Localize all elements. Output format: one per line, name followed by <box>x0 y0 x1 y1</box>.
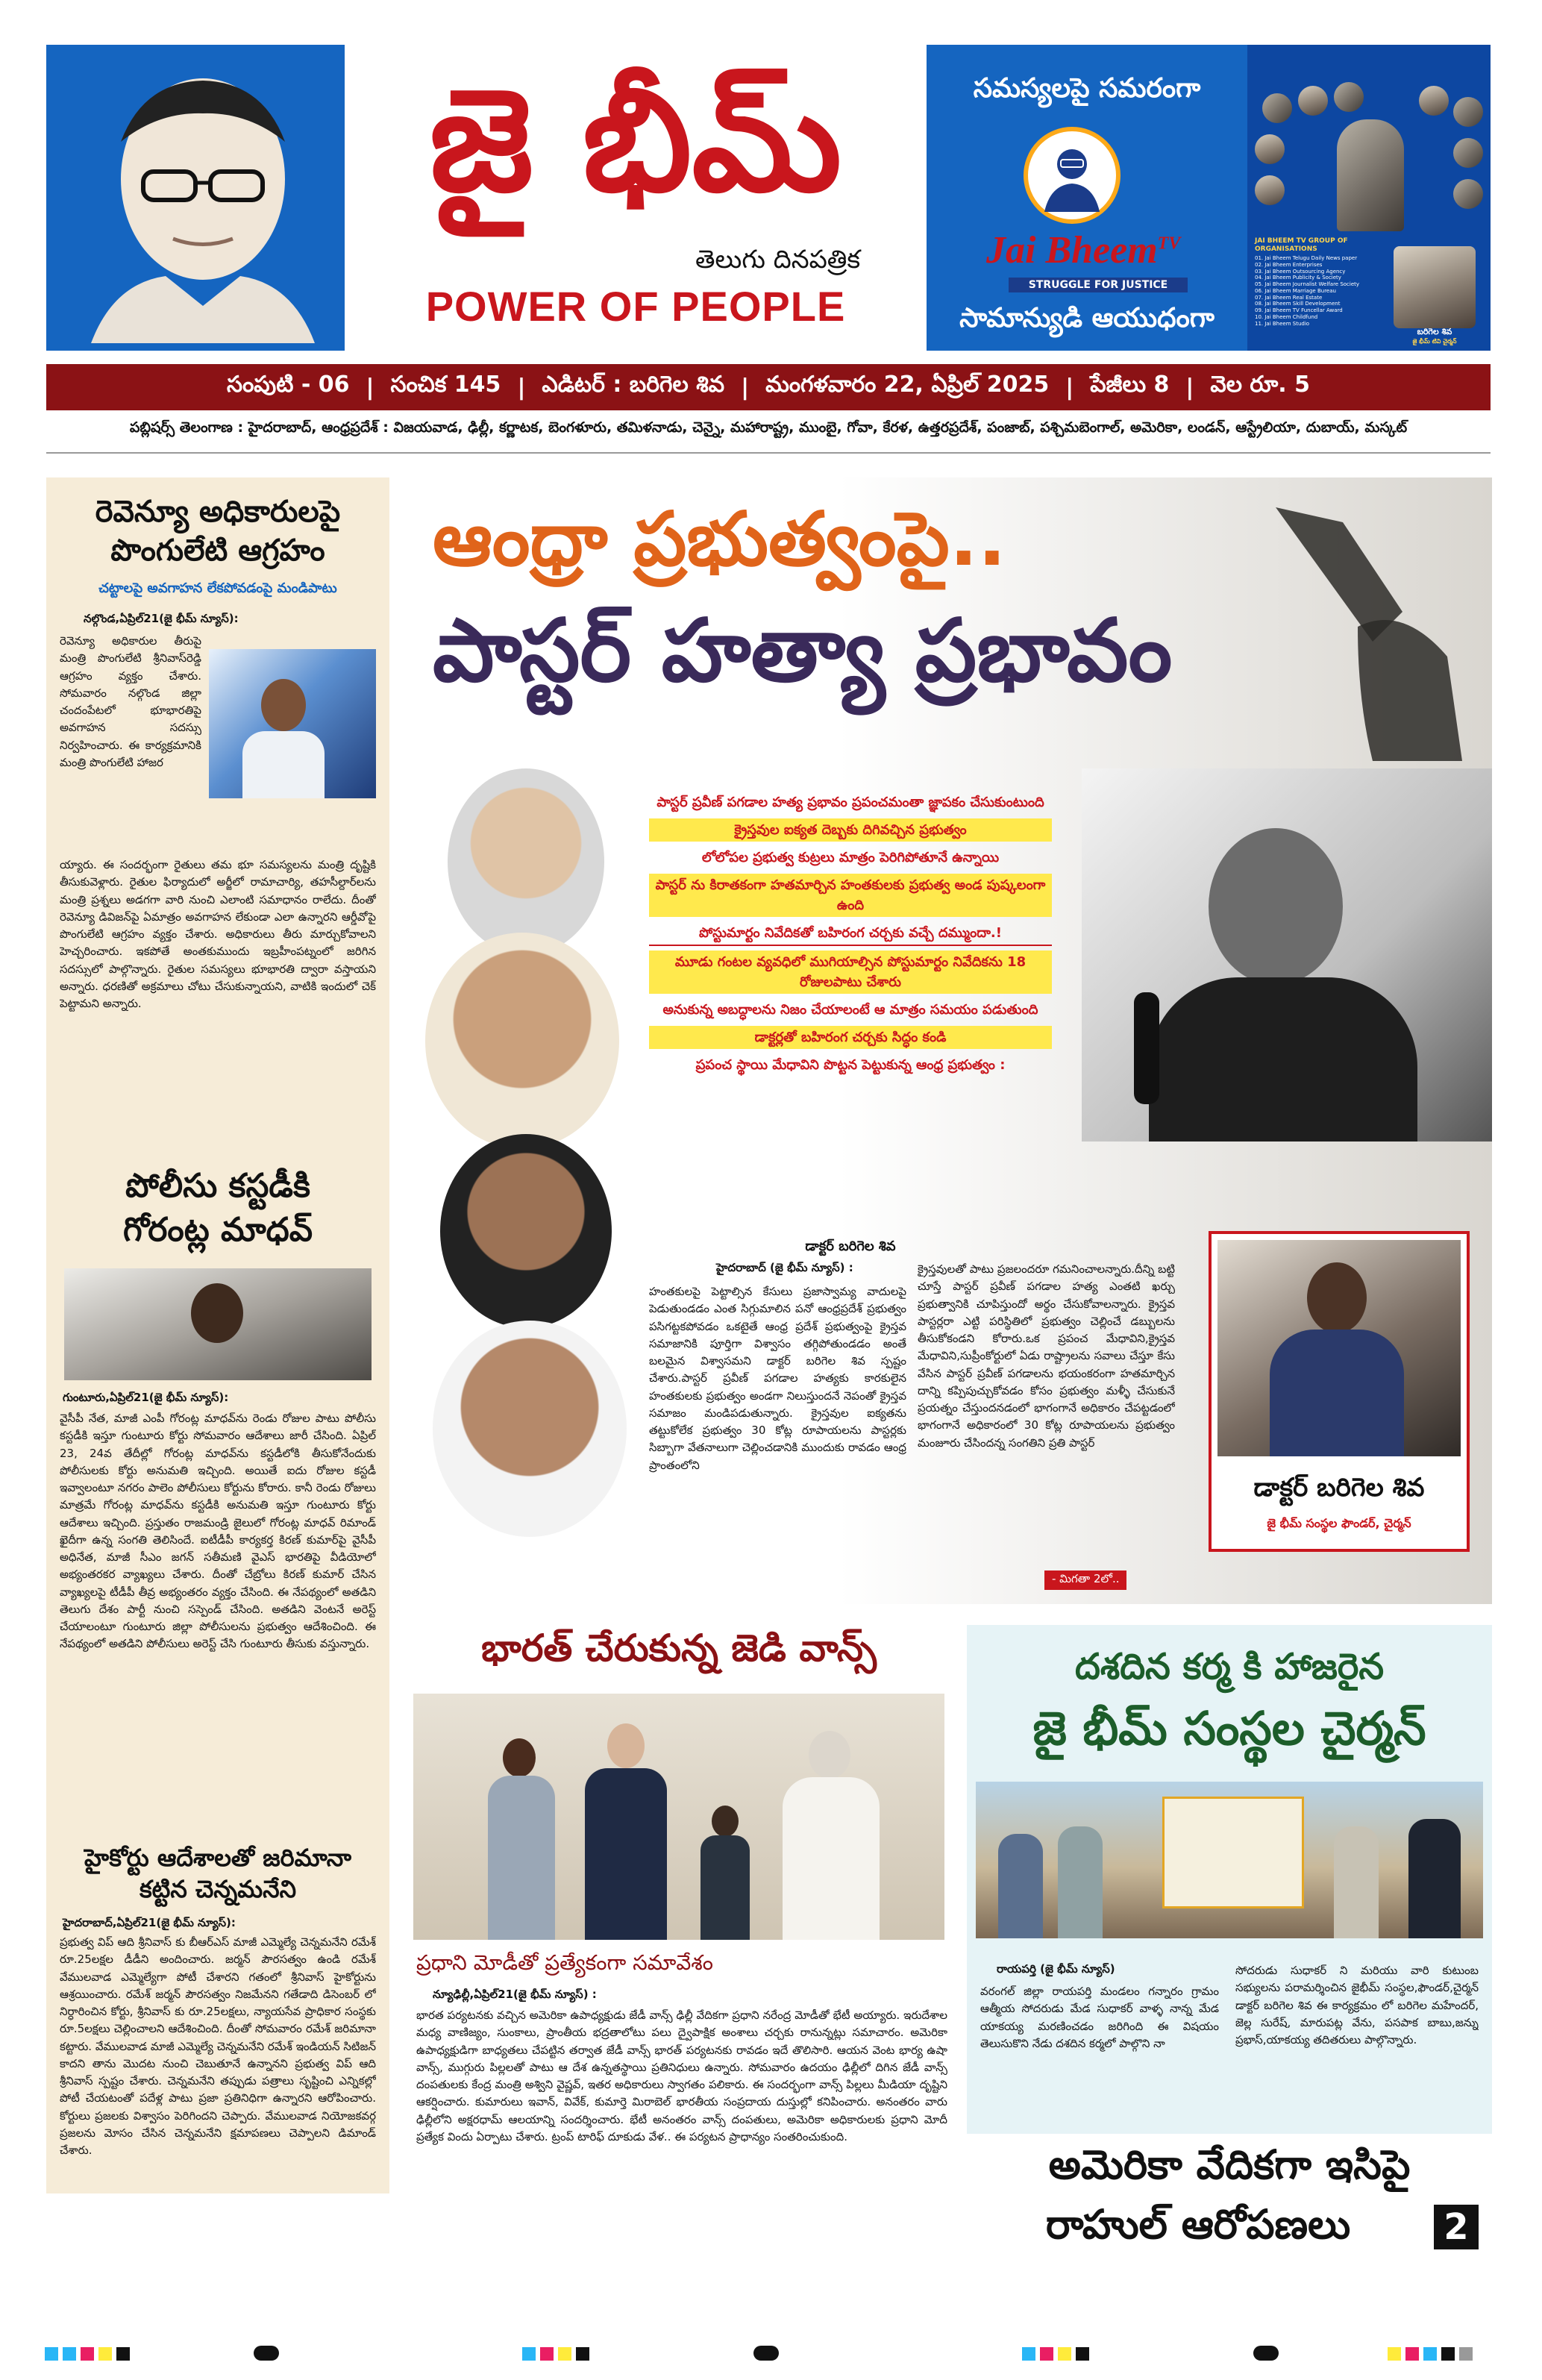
color-swatch <box>98 2347 112 2361</box>
info-item: ఎడిటర్ : బరిగెల శివ <box>542 372 725 398</box>
leader-portrait <box>1255 134 1285 164</box>
story2-dateline: గుంటూరు,ఏప్రిల్21(జై భీమ్ న్యూస్): <box>63 1391 229 1404</box>
person-usha-body <box>488 1776 555 1940</box>
pastor-head <box>1209 828 1343 985</box>
lead-col2: క్రైస్తవులతో పాటు ప్రజలందరూ గమనించాలన్నారు.దీన్ని బట్టి చూస్తే పాస్టర్ ప్రవీణ్ పగడాల హత్య ఎంతటి ఖర్చు ప్రభుత్వానికి చూపిస్తుందో అర్థం చేసుకోవాలన్నారు. క్రైస్తవ పాస్టర్లరా ఎట్టి పరిస్థితిలో ప్రభుత్వం చెల్లించే డబ్బులను తీసుకోకండని కోరారు.ఒక ప్రపంచ మేధావిని,క్రైస్తవ మేధావిని,సుప్రీంకోర్టులో ఏడు రాష్ట్రాలను సవాలు చేస్తూ కేసు వేసిన పాస్టర్ ప్రవీణ్ పగడాలను భయంకరంగా హతమార్చిన దాన్ని కప్పిపుచ్చుకోవడం కోసం ప్రభుత్వం మళ్ళీ చేసుకునే ప్రయత్నం చేస్తుందనడంలో భాగంగానే అధికారం చేపట్టడంలో భాగంగానే అధికారంలో 30 కోట్ల రూపాయలను ప్రభుత్వం మంజూరు చేసిందన్న సంగతిని ప్రతి పాస్టర్ <box>918 1262 1175 1450</box>
lead-quote: పాస్టర్ ప్రవీణ్ పగడాల హత్య ప్రభావం ప్రపంచమంతా జ్ఞాపకం చేసుకుంటుంది <box>656 795 1044 810</box>
story3-headline: హైకోర్టు ఆదేశాలతో జరిమానా కట్టిన చెన్నమనేని <box>84 1844 352 1903</box>
vance-story <box>403 1619 955 2201</box>
person-usha-head <box>503 1738 536 1777</box>
continued-marker: - మిగతా 2లో.. <box>1044 1571 1126 1590</box>
color-swatch <box>1388 2347 1401 2361</box>
lead-attribution: డాక్టర్ బరిగెల శివ <box>805 1238 896 1254</box>
rule <box>46 452 1491 454</box>
lead-quote: పోస్టుమార్టం నివేదికతో బహిరంగ చర్చకు వచ్చే దమ్ముందా.! <box>649 921 1052 946</box>
vance-headline: భారత్ చేరుకున్న జెడి వాన్స్ <box>481 1626 877 1670</box>
chairman-photo <box>1217 1240 1461 1456</box>
gorantla-photo <box>64 1268 372 1380</box>
leader-portrait <box>1262 93 1292 123</box>
profile-title: జై భీమ్ సంస్థల ఫౌండర్, చైర్మన్ <box>1267 1516 1411 1530</box>
group-collage <box>1247 45 1491 351</box>
chairman-caption: బరిగెల శివ <box>1417 327 1452 336</box>
speaker-head <box>261 679 306 731</box>
person <box>1408 1819 1461 1938</box>
story3-dateline: హైదరాబాద్,ఏప్రిల్21(జై భీమ్ న్యూస్): <box>63 1916 236 1929</box>
group-item: 09. Jai Bheem TV Funcellar Award <box>1255 307 1343 313</box>
ambedkar-small-portrait <box>1337 119 1404 231</box>
info-item: పేజీలు 8 <box>1090 372 1170 398</box>
color-swatch <box>1441 2347 1455 2361</box>
leader-portrait <box>1419 86 1449 116</box>
color-swatch <box>576 2347 589 2361</box>
chairman-body <box>1270 1330 1404 1456</box>
info-item: వెల రూ. 5 <box>1210 372 1310 398</box>
profile-name: డాక్టర్ బరిగెల శివ <box>1253 1473 1425 1503</box>
color-swatch <box>1022 2347 1035 2361</box>
slogan-top: సమస్యలపై సమరంగా <box>973 73 1201 104</box>
group-item: 07. Jai Bheem Real Estate <box>1255 294 1323 301</box>
lead-quote: మూడు గంటల వ్యవధిలో ముగియాల్సిన పోస్టుమార్టం నివేదికను 18 రోజులపాటు చేశారు <box>649 951 1052 994</box>
lead-col1: హంతకులపై పెట్టాల్సిన కేసులు ప్రజాస్వామ్య వాదులపై పెడుతుండడం ఎంత సిగ్గుమాలిన పనో ఆంధ్రప్రదేశ్ ప్రభుత్వం పసిగట్టకపోవడం ఒకటైతే ఆంధ్ర ప్రదేశ్ ప్రభుత్వంపై క్రైస్తవ సమాజానికి పూర్తిగా విశ్వాసం తగ్గిపోతుండడం అంతే బలమైన విశ్వాసమని డాక్టర్ బరిగెల శివ స్పష్టం చేశారు.పాస్టర్ ప్రవీణ్ పగడాల హత్యకు కారకులైన హంతకులకు ప్రభుత్వం అండగా నిలుస్తుందనే నెపంతో క్రైస్తవ సమాజం మండిపడుతున్నారు. క్రైస్తవుల ఐక్యతను తట్టుకోలేక ప్రభుత్వం 30 కోట్ల రూపాయలను పాస్టర్లకు సిబ్బాగా వేతనాలుగా చెల్లించడానికి ముందుకు రావడం ఆంధ్ర ప్రాంతంలోని <box>649 1285 906 1472</box>
story3-body: ప్రభుత్వ విప్ ఆది శ్రీనివాస్ కు బీఆర్ఎస్ మాజీ ఎమ్మెల్యే చెన్నమనేని రమేశ్ రూ.25లక్షల డీడీని అందించారు. జర్మన్ పౌరసత్వం ఉండి రమేశ్ వేములవాడ ఎమ్మెల్యేగా పోటీ చేశారని గతంలో శ్రీనివాస్ హైకోర్టును ఆశ్రయించారు. రమేశ్ జర్మన్ పౌరసత్వం నిజమేనని గతేడాది డిసెంబర్ లో నిర్ధారించిన కోర్టు, శ్రీనివాస్ కు రూ.25లక్షలు, న్యాయసేవ ప్రాధికార సంస్థకు రూ.5లక్షలు చెల్లించాలని ఆదేశించింది. దీంతో సోమవారం రమేశ్ జరిమానా కట్టారు. వేములవాడ మాజీ ఎమ్మెల్యే చెన్నమనేని రమేశ్ ఇండియన్ సిటిజన్ కాదని తాను మొదట నుంచి చెబుతూనే ఉన్నానని ప్రభుత్వ విప్ ఆది శ్రీనివాస్ స్పష్టం చేశారు. చెన్నమనేని తప్పుడు పత్రాలు సృష్టించి ఎన్నికల్లో పోటీ చేయటంతో పదేళ్ల పాటు ప్రజా ప్రతినిధిగా ఉన్నారని ఆరోపించారు. కోర్టులు ప్రజలకు విశ్వాసం పెరిగిందని చెప్పారు. వేములవాడ నియోజకవర్గ ప్రజలను మోసం చేసిన చెన్నమనేని క్షమాపణలు చెప్పాలని డిమాండ్ చేశారు. <box>60 1935 376 2157</box>
chairman-head <box>1307 1262 1367 1333</box>
logo-tagline: STRUGGLE FOR JUSTICE <box>1009 278 1188 292</box>
ambedkar-portrait <box>69 60 337 343</box>
color-swatch <box>1423 2347 1437 2361</box>
chairman-sub: జై భీమ్ టివి చైర్మన్ <box>1412 338 1457 345</box>
story1-body-intro: రెవెన్యూ అధికారుల తీరుపై మంత్రి పొంగులేటి శ్రీనివాస్‌రెడ్డి ఆగ్రహం వ్యక్తం చేశారు. సోమవారం నల్గొండ జిల్లా చందంపేటలో భూభారతిపై అవగాహన సదస్సు నిర్వహించారు. ఈ కార్యక్రమానికి మంత్రి పొంగులేటి హాజర <box>60 634 201 769</box>
story2-body: వైసీపీ నేత, మాజీ ఎంపీ గోరంట్ల మాధవ్‌ను రెండు రోజుల పాటు పోలీసు కస్టడీకి ఇస్తూ గుంటూరు కోర్టు సోమవారం ఆదేశాలు జారీ చేసింది. ఏప్రిల్ 23, 24వ తేదీల్లో గోరంట్ల మాధవ్‌ను కస్టడీలోకి తీసుకోనేందుకు పోలీసులకు కోర్టు అనుమతి ఇచ్చింది. అయితే ఐదు రోజుల కస్టడీ ఇవ్వాలంటూ నగరం పాలెం పోలీసులు కోర్టును కోరారు. కానీ రెండు రోజులు మాత్రమే గోరంట్ల మాధవ్‌ను కస్టడీకి అనుమతి ఇస్తూ గుంటూరు కోర్టు ఆదేశాలు ఇచ్చింది. ప్రస్తుతం రాజమండ్రి జైలులో గోరంట్ల మాధవ్ రిమాండ్ ఖైదీగా ఉన్న సంగతి తెలిసిందే. ఐటీడీపీ కార్యకర్త కిరణ్ కుమార్‌పై వైసీపీ అధినేత, మాజీ సీఎం జగన్ సతీమణి వైఎస్ భారతిపై వీడియోలో అభ్యంతరకర వ్యాఖ్యలు చేశారు. దీంతో చేబ్రోలు కిరణ్ కుమార్ చేసిన వ్యాఖ్యలపై టీడీపీ తీవ్ర అభ్యంతరం వ్యక్తం చేసింది. ఈ నేపథ్యంలో అతడిని తెలుగు దేశం పార్టీ నుంచి సస్పెండ్ చేసింది. అతడిని వెంటనే అరెస్ట్ చేయాలంటూ గుంటూరు జిల్లా పోలీసులను ప్రభుత్వం ఆదేశించింది. ఈ నేపథ్యంలో అతడిని పోలీసులు అరెస్ట్ చేసి గుంటూరు తీసుకు వస్తున్నారు. <box>60 1412 376 1651</box>
registration-pill <box>753 2346 779 2361</box>
group-list <box>1255 255 1389 327</box>
story2-headline: పోలీసు కస్టడీకి గోరంట్ల మాధవ్ <box>122 1167 313 1250</box>
separator: | <box>741 374 750 401</box>
teaser-line-2: రాహుల్ ఆరోపణలు <box>1045 2201 1351 2248</box>
lead-quote: పాస్టర్ ను కిరాతకంగా హతమార్చిన హంతకులకు ప్రభుత్వ అండ పుష్కలంగా ఉంది <box>649 874 1052 917</box>
story1-headline: రెవెన్యూ అధికారులపై పొంగులేటి ఆగ్రహం <box>95 495 341 568</box>
left-column <box>46 477 389 2193</box>
color-swatch <box>1040 2347 1053 2361</box>
pongulett-photo <box>209 649 376 798</box>
vance-photo <box>413 1694 944 1940</box>
person <box>998 1834 1043 1938</box>
lead-headline-2: పాస్టర్ హత్యా ప్రభావం <box>433 601 1173 701</box>
leader-portrait <box>1453 97 1483 127</box>
person-vance-body <box>585 1768 667 1940</box>
masthead <box>46 45 1491 351</box>
person-vance-head <box>607 1723 645 1768</box>
group-title: JAI BHEEM TV GROUP OF ORGANISATIONS <box>1255 237 1348 253</box>
teaser-line-1: అమెరికా వేదికగా ఇసిపై <box>1048 2141 1411 2188</box>
speaker-body <box>242 731 325 798</box>
registration-pill <box>254 2346 279 2361</box>
info-item: సంపుటి - 06 <box>227 372 350 398</box>
group-item: 03. Jai Bheem Outsourcing Agency <box>1255 268 1346 275</box>
group-item: 10. Jai Bheem Childfund <box>1255 313 1318 320</box>
lead-dateline: హైదరాబాద్ (జై భీమ్ న్యూస్) : <box>716 1261 853 1274</box>
lead-quote: ప్రపంచ స్థాయి మేధావిని పొట్టన పెట్టుకున్న ఆంధ్ర ప్రభుత్వం : <box>695 1057 1006 1073</box>
lead-quote: లోలోపల ప్రభుత్వ కుట్రలు మాత్రం పెరిగిపోతూనే ఉన్నాయి <box>701 850 1000 865</box>
newspaper-subtitle: తెలుగు దినపత్రిక <box>695 245 861 275</box>
separator: | <box>517 374 526 401</box>
vance-body: భారత పర్యటనకు వచ్చిన అమెరికా ఉపాధ్యక్షుడు జేడీ వాన్స్ ఢిల్లీ వేదికగా ప్రధాని నరేంద్ర మోడీతో భేటీ అయ్యారు. ఇరుదేశాల మధ్య వాణిజ్యం, సుంకాలు, ప్రాంతీయ భద్రతాలోటు పలు ద్వైపాక్షిక అంశాలు చర్చకు రానున్నట్లు సమాచారం. అమెరికా ఉపాధ్యక్షుడిగా బాధ్యతలు చేపట్టిన తర్వాత జేడీ వాన్స్ భారత్ పర్యటనకు రావడం ఇదే తొలిసారి. ఆయన వెంట భార్య ఉషా వాన్స్, ముగ్గురు పిల్లలతో పాటు ఆ దేశ ఉన్నతస్థాయి ప్రతినిధులు ఉన్నారు. సోమవారం ఉదయం ఢిల్లీలో దిగిన జేడీ వాన్స్ దంపతులకు కేంద్ర మంత్రి అశ్విని వైష్ణవ్, ఇతర అధికారులు స్వాగతం పలికారు. ఈ సందర్భంగా వాన్స్ పిల్లలు మీడియా దృష్టిని ఆకర్షించారు. కుమారులు ఇవాన్, వివేక్, కుమార్తె మిరాబెల్ భారతీయ సంప్రదాయ దుస్తుల్లో కనిపించారు. అనంతరం వారు ఢిల్లీలోని అక్షరధామ్ ఆలయాన్ని సందర్శించారు. భేటీ అనంతరం వాన్స్ దంపతులు, అమెరికా అధికారులకు ప్రధాని మోదీ ప్రత్యేక విందు ఏర్పాటు చేశారు. ట్రంప్ టారిఫ్ దూకుడు వేళ.. ఈ పర్యటన ప్రాధాన్యం సంతరించుకుంది. <box>416 2008 947 2143</box>
color-swatch <box>558 2347 571 2361</box>
person <box>1058 1826 1103 1938</box>
logo-block <box>927 45 1247 351</box>
leader-photo-pawan <box>440 1134 612 1328</box>
group-item: 08. Jai Bheem Skill Development <box>1255 301 1341 307</box>
person-child-head <box>712 1806 739 1837</box>
color-swatch <box>45 2347 58 2361</box>
chairman-small-photo <box>1394 246 1476 328</box>
newspaper-title: జై భీమ్ <box>429 57 842 223</box>
color-swatch <box>540 2347 554 2361</box>
karma-col2: సోదరుడు సుధాకర్ ని మరియు వారి కుటుంబ సభ్యులను పరామర్శించిన జైభీమ్ సంస్థల,ఫౌండర్,చైర్మన్ డాక్టర్ బరిగెల శివ ఈ కార్యక్రమం లో బరిగెల మహేందర్, జెల్ల సురేష్, మారుపట్ల వేను, పసపాక బాబు,జన్ను ప్రభాస్,యాకయ్య తదితరులు పాల్గొన్నారు. <box>1235 1964 1479 2047</box>
story1-dateline: నల్గొండ,ఏప్రిల్21(జై భీమ్ న్యూస్): <box>84 612 239 625</box>
color-swatch <box>116 2347 130 2361</box>
group-item: 04. Jai Bheem Publicity & Society <box>1255 275 1341 281</box>
leader-portrait <box>1453 179 1483 209</box>
karma-col1: వరంగల్ జిల్లా రాయపర్తి మండలం గన్నారం గ్రామం ఆత్మీయ సోదరుడు మేడ సుధాకర్ వాళ్ళ నాన్న మేడ యాకయ్య మరణించడం జరిగింది ఈ విషయం తెలుసుకొని నేడు దశదిన కర్మలో పాల్గొని నా <box>980 1985 1219 2050</box>
person-child-body <box>701 1835 750 1940</box>
pastor-body <box>1149 977 1417 1142</box>
separator: | <box>1185 374 1194 401</box>
karma-headline-2: జై భీమ్ సంస్థల చైర్మన్ <box>1032 1701 1426 1756</box>
color-swatch <box>81 2347 94 2361</box>
separator: | <box>366 374 374 401</box>
lead-story <box>403 477 1492 1604</box>
publishers-line: పబ్లిషర్స్ తెలంగాణ : హైదరాబాద్, ఆంధ్రప్రదేశ్ : విజయవాడ, ఢిల్లీ, కర్ణాటక, బెంగళూరు, తమిళనాడు, చెన్నై, మహారాష్ట్ర, ముంబై, గోవా, కేరళ, ఉత్తరప్రదేశ్, పంజాబ్, పశ్చిమబెంగాల్, అమెరికా, లండన్, ఆస్ట్రేలియా, దుబాయ్, మస్కట్ <box>129 419 1408 436</box>
karma-story <box>967 1625 1492 2134</box>
page-number-badge: 2 <box>1434 2205 1479 2249</box>
lead-headline-1: ఆంధ్రా ప్రభుత్వంపై.. <box>433 495 1006 583</box>
group-item: 02. Jai Bheem Enterprises <box>1255 261 1323 268</box>
print-registration-marks <box>45 2343 1492 2365</box>
registration-pill <box>1253 2346 1279 2361</box>
vance-dateline: న్యూఢిల్లీ,ఏప్రిల్21(జై భీమ్ న్యూస్) : <box>433 1988 597 2001</box>
color-swatch <box>1405 2347 1419 2361</box>
color-swatch <box>1459 2347 1473 2361</box>
title-block <box>345 45 927 351</box>
person-modi-head <box>809 1731 850 1779</box>
color-swatch <box>1058 2347 1071 2361</box>
info-item: మంగళవారం 22, ఏప్రిల్ 2025 <box>765 372 1050 398</box>
group-item: 06. Jai Bheem Marriage Bureau <box>1255 287 1336 294</box>
info-item: సంచిక 145 <box>390 372 501 398</box>
leader-photo-lokesh <box>433 1321 627 1537</box>
leader-portrait <box>1255 175 1285 205</box>
color-swatch <box>522 2347 536 2361</box>
passenger-head <box>191 1283 243 1343</box>
newspaper-tagline: POWER OF PEOPLE <box>425 283 846 330</box>
karma-headline-1: దశదిన కర్మ కి హాజరైన <box>1074 1646 1385 1688</box>
karma-dateline: రాయపర్తి (జై భీమ్ న్యూస్) <box>997 1962 1115 1976</box>
logo-name <box>986 228 1195 272</box>
lead-quote: క్రైస్తవుల ఐక్యత దెబ్బకు దిగివచ్చిన ప్రభుత్వం <box>649 818 1052 842</box>
lead-quote: డాక్టర్లతో బహిరంగ చర్చకు సిద్ధం కండి <box>649 1026 1052 1049</box>
microphone-icon <box>1134 992 1159 1104</box>
story1-subhead: చట్టాలపై అవగాహన లేకపోవడంపై మండిపాటు <box>98 580 337 596</box>
leader-photo-modi <box>448 768 604 955</box>
group-item: 05. Jai Bheem Journalist Welfare Society <box>1255 281 1360 287</box>
person-modi-body <box>783 1777 880 1940</box>
logo-name-text: Jai Bheem <box>986 229 1158 272</box>
memorial-banner <box>1162 1797 1304 1908</box>
leader-portrait <box>1334 82 1364 112</box>
leader-photo-naidu <box>425 933 619 1149</box>
info-bar <box>46 364 1491 410</box>
pastor-portrait <box>1082 768 1492 1142</box>
group-item: 01. Jai Bheem Telugu Daily News paper <box>1255 255 1358 261</box>
story1-body: య్యారు. ఈ సందర్భంగా రైతులు తమ భూ సమస్యలను మంత్రి దృష్టికి తీసుకువెళ్లారు. రైతుల ఫిర్యాదులో అర్జీలో రామాచార్యి, తహసీల్దార్‌లను మంత్రి ప్రశ్నలు అడగగా వారి నుంచి ఎలాంటి సమాధానం రాలేదు. దీంతో రెవెన్యూ డివిజన్‌పై ఏమాత్రం అవగాహన లేకుండా ఎలా ఉన్నారని ఆర్డీవోపై పొంగులేటి ఆగ్రహం వ్యక్తం చేశారు. అధికారులు తీరు మార్చుకోవాలని హెచ్చరించారు. ఇకపోతే అంతకుముందు ఇబ్రహీంపట్నంలో జరిగిన సదస్సులో పాల్గొన్నారు. రైతుల సమస్యలు భూభారతి ద్వారా వస్తాయని అన్నారు. ధరణితో అక్రమాలు చోటు చేసుకున్నాయని, వాటికి ఇందులో చెక్ పెట్టామని అన్నారు. <box>60 858 376 1010</box>
leader-portrait <box>1453 138 1483 168</box>
color-swatch <box>1076 2347 1089 2361</box>
leaders-collage <box>403 768 656 1604</box>
leader-portrait <box>1298 86 1328 116</box>
karma-photo <box>976 1782 1483 1938</box>
chairman-profile-box <box>1209 1231 1470 1552</box>
color-swatch <box>63 2347 76 2361</box>
slogan-bottom: సామాన్యుడి ఆయుధంగా <box>959 303 1215 333</box>
jai-bheem-logo-icon <box>1024 127 1121 224</box>
quote-stack <box>649 791 1052 1081</box>
lead-quote: అనుకున్న అబద్ధాలను నిజం చేయాలంటే ఆ మాత్రం సమయం పడుతుంది <box>662 1002 1038 1018</box>
separator: | <box>1065 374 1074 401</box>
group-item: 11. Jai Bheem Studio <box>1255 320 1310 327</box>
person <box>1334 1826 1379 1938</box>
logo-tv: TV <box>1157 234 1181 254</box>
vance-caption: ప్రధాని మోడీతో ప్రత్యేకంగా సమావేశం <box>416 1950 713 1975</box>
